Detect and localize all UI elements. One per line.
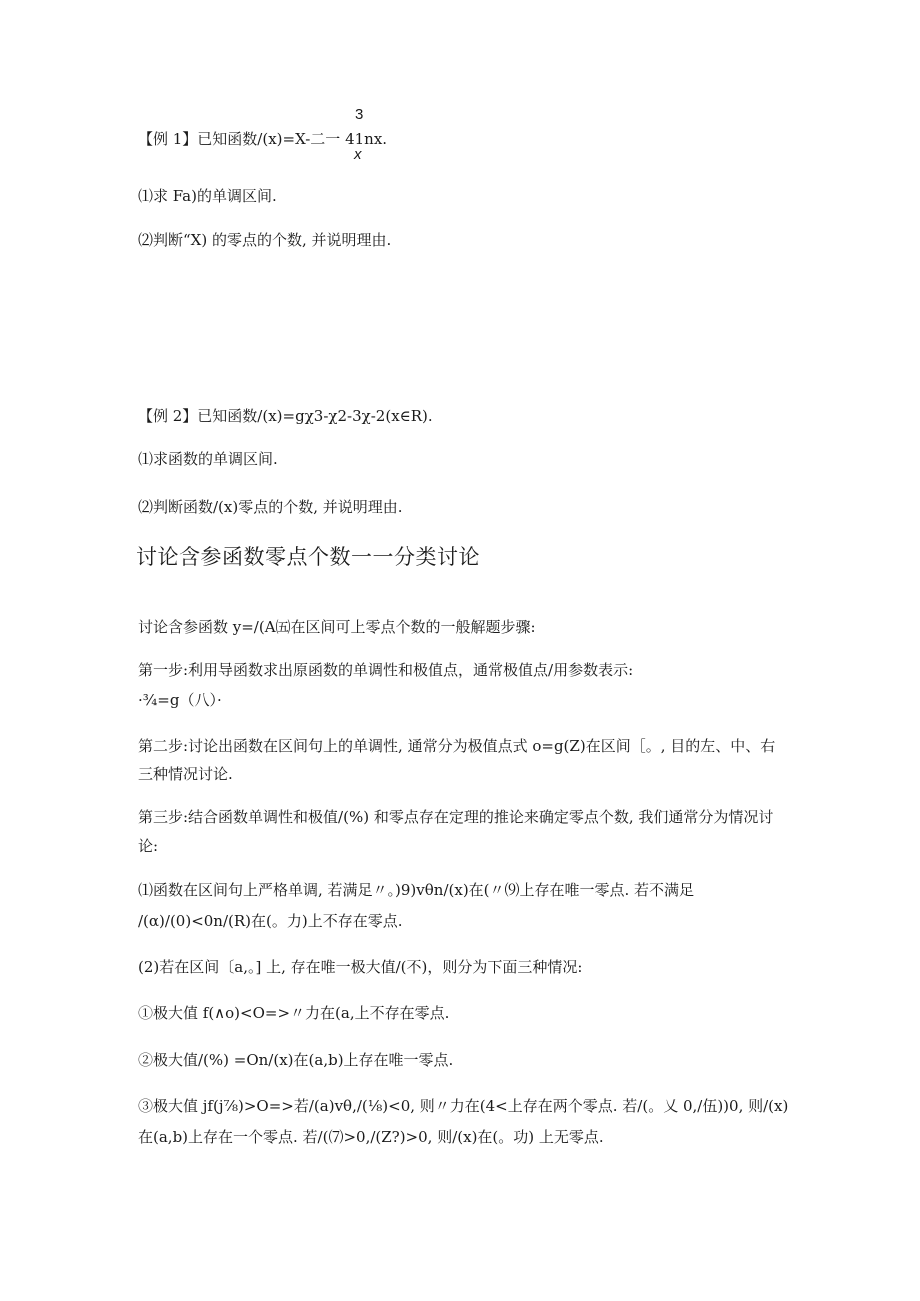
subcase3-text-continued: 在(a,b)上存在一个零点. 若/(⑺>0,/(Z?)>0, 则/(x)在(。功) 上无零点. [138, 1128, 604, 1146]
fraction-denominator: x [354, 146, 362, 163]
subcase1-text: ①极大值 f(∧o)<O=>〃力在(a,上不存在零点. [138, 1004, 450, 1022]
section-intro: 讨论含参函数 y=/(A㈤在区间可上零点个数的一般解题步骤: [138, 618, 536, 636]
step2-text: 第二步:讨论出函数在区间句上的单调性, 通常分为极值点式 o=g(Z)在区间［。, 目的左、中、右 [138, 737, 776, 755]
step3-text-continued: 论: [138, 837, 159, 855]
step3-text: 第三步:结合函数单调性和极值/(%) 和零点存在定理的推论来确定零点个数, 我们通常分为情况讨 [138, 808, 774, 826]
step1-text: 第一步:利用导函数求出原函数的单调性和极值点，通常极值点/用参数表示: [138, 661, 634, 679]
fraction-numerator: 3 [355, 106, 364, 123]
case2-text: (2)若在区间〔a,。] 上, 存在唯一极大值/(不)，则分为下面三种情况: [138, 958, 583, 976]
step2-text-continued: 三种情况讨论. [138, 765, 233, 783]
subcase3-text: ③极大值 jf(j⅞)>O=>若/(a)vθ,/(⅛)<0, 则〃力在(4<上存在两个零点. 若/(。乂 0,/伍))0, 则/(x) [138, 1097, 789, 1115]
case1-text: ⑴函数在区间句上严格单调, 若满足〃。)9)vθn/(x)在(〃⑼上存在唯一零点. 若不满足 [138, 881, 695, 899]
subcase2-text: ②极大值/(%) =On/(x)在(a,b)上存在唯一零点. [138, 1051, 454, 1069]
example2-question-2: ⑵判断函数/(x)零点的个数, 并说明理由. [138, 498, 403, 516]
step1-formula: ·¾=g（八）· [138, 691, 222, 709]
example2-question-1: ⑴求函数的单调区间. [138, 450, 278, 468]
case1-text-continued: /(α)/(0)<0n/(R)在(。力)上不存在零点. [138, 912, 403, 930]
section-heading: 讨论含参函数零点个数一一分类讨论 [136, 545, 480, 569]
example1-question-2: ⑵判断“X) 的零点的个数, 并说明理由. [138, 231, 392, 249]
example1-title: 【例 1】已知函数/(x)=X-二一 41nx. [138, 130, 388, 148]
example2-title: 【例 2】已知函数/(x)=gχ3-χ2-3χ-2(x∈R). [138, 407, 433, 425]
example1-question-1: ⑴求 Fa)的单调区间. [138, 187, 277, 205]
